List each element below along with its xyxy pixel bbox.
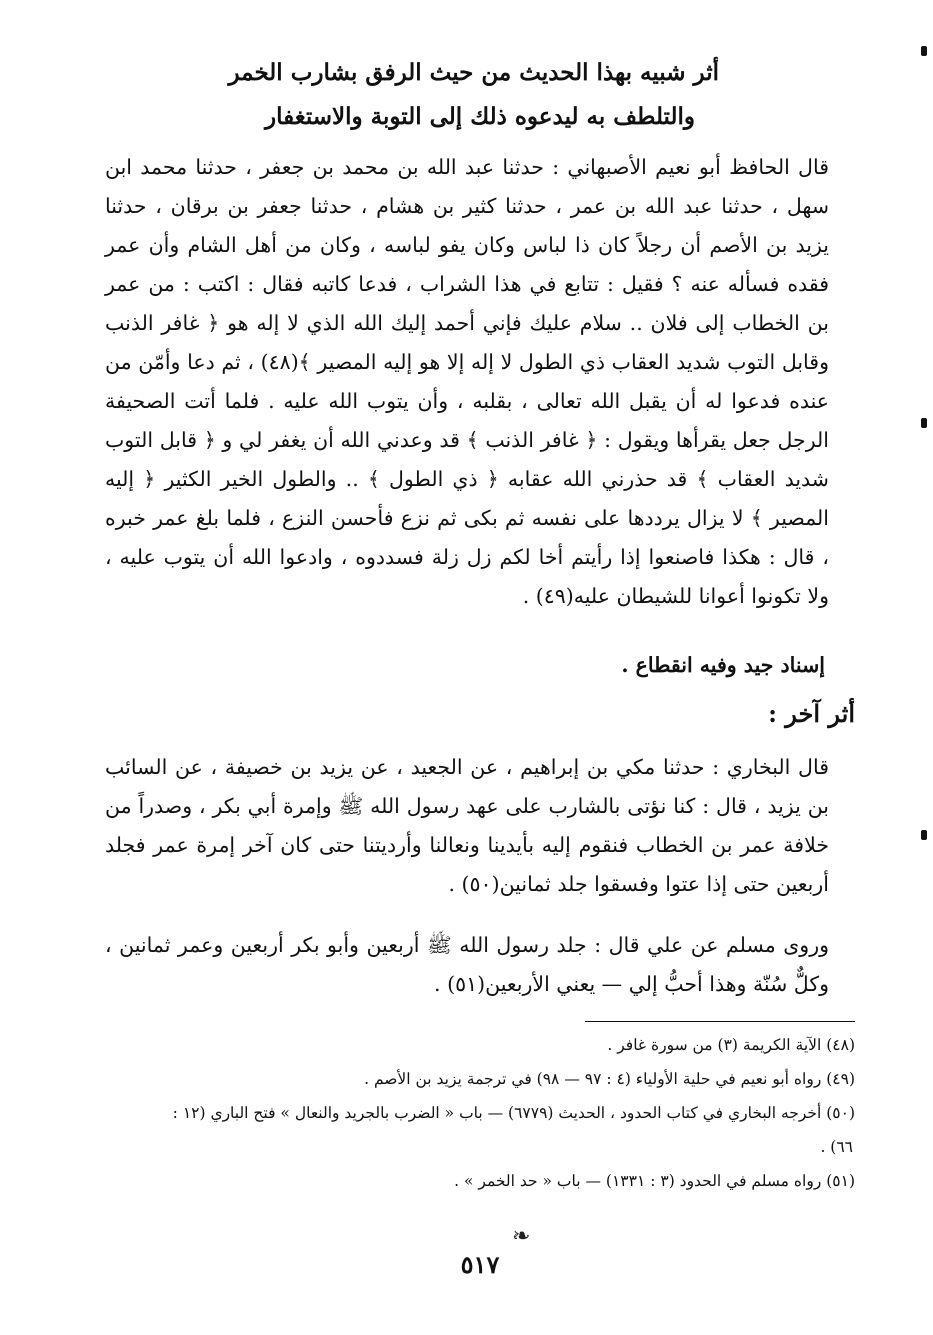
subheading-another-athar: أثر آخر :	[768, 699, 855, 728]
margin-mark	[921, 830, 927, 840]
paragraph-abu-nuaym	[105, 148, 855, 616]
paragraph-text: قال الحافظ أبو نعيم الأصبهاني : حدثنا عبد الله بن محمد بن جعفر ، حدثنا محمد ابن سهل ، حدثنا عبد الله بن عمر ، حدثنا كثير بن هشام ، حدثنا جعفر بن برقان ، حدثنا يزيد بن الأصم أن رجلاً كان ذا لباس وكان يفو لباسه ، وكان من أهل الشام وأن عمر فقده فسأله عنه ؟ فقيل : تتابع في هذا الشراب ، فدعا كاتبه فقال : اكتب : من عمر بن الخطاب إلى فلان .. سلام عليك فإني أحمد إليك الله الذي لا إله هو ﴿ غافر الذنب وقابل التوب شديد العقاب ذي الطول لا إله إلا هو إليه المصير ﴾(٤٨) ، ثم دعا وأمّن من عنده فدعوا له أن يقبل الله تعالى ، بقلبه ، وأن يتوب الله عليه . فلما أتت الصحيفة الرجل جعل يقرأها ويقول : ﴿ غافر الذنب ﴾ قد وعدني الله أن يغفر لي و ﴿ قابل التوب شديد العقاب ﴾ قد حذرني الله عقابه ﴿ ذي الطول ﴾ .. والطول الخير الكثير ﴿ إليه المصير ﴾ لا يزال يرددها على نفسه ثم بكى ثم نزع فأحسن النزع ، فلما بلغ عمر خبره ، قال : هكذا فاصنعوا إذا رأيتم أخا لكم زل زلة فسددوه ، وادعوا الله أن يتوب عليه ، ولا تكونوا أعوانا للشيطان عليه(٤٩) .	[105, 155, 829, 608]
margin-mark	[921, 418, 927, 428]
footnote-divider	[585, 1021, 855, 1022]
paragraph-text: وروى مسلم عن علي قال : جلد رسول الله ﷺ أربعين وأبو بكر أربعين وعمر ثمانين ، وكلٌّ سُنّة وهذا أحبُّ إلي — يعني الأربعين(٥١) .	[105, 933, 829, 996]
paragraph-text: قال البخاري : حدثنا مكي بن إبراهيم ، عن الجعيد ، عن يزيد بن خصيفة ، عن السائب بن يزيد ، قال : كنا نؤتى بالشارب على عهد رسول الله ﷺ وإمرة أبي بكر ، وصدراً من خلافة عمر بن الخطاب فنقوم إليه بأيدينا ونعالنا وأرديتنا حتى كان آخر إمرة عمر فجلد أربعين حتى إذا عتوا وفسقوا جلد ثمانين(٥٠) .	[105, 755, 829, 896]
paragraph-muslim	[105, 926, 855, 1004]
footnotes	[95, 1028, 855, 1198]
footnote-48: (٤٨) الآية الكريمة (٣) من سورة غافر .	[607, 1036, 855, 1054]
section-title-line-2: والتلطف به ليدعوه ذلك إلى التوبة والاستغفار	[264, 103, 695, 130]
section-title-line-1: أثر شبيه بهذا الحديث من حيث الرفق بشارب الخمر	[228, 59, 719, 86]
footnote-51: (٥١) رواه مسلم في الحدود (٣ : ١٣٣١) — باب « حد الخمر » .	[454, 1172, 855, 1190]
paragraph-bukhari	[105, 748, 855, 904]
footnote-49: (٤٩) رواه أبو نعيم في حلية الأولياء (٤ : ٩٧ — ٩٨) في ترجمة يزيد بن الأصم .	[364, 1070, 855, 1088]
margin-mark	[921, 46, 927, 56]
footnote-50: (٥٠) أخرجه البخاري في كتاب الحدود ، الحديث (٦٧٧٩) — باب « الضرب بالجريد والنعال » فتح الباري (١٢ :	[172, 1104, 855, 1122]
footnote-50-continued: ٦٦) .	[820, 1138, 853, 1156]
isnad-note: إسناد جيد وفيه انقطاع .	[621, 653, 825, 677]
ornament-icon: ❧	[512, 1224, 531, 1249]
page-number: ٥١٧	[460, 1250, 500, 1279]
